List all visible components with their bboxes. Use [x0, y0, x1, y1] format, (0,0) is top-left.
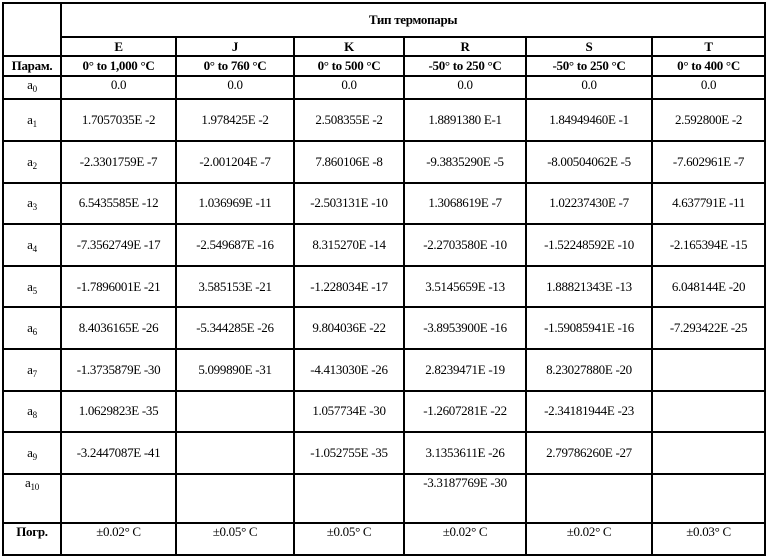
- param-subscript: 3: [32, 202, 37, 213]
- coef-cell: 1.88821343E -13: [526, 266, 652, 308]
- range-header-r: -50° to 250 °C: [404, 56, 526, 76]
- table-title: Тип термопары: [61, 3, 765, 37]
- coef-cell: 0.0: [61, 76, 176, 99]
- coef-cell: -1.052755E -35: [294, 432, 404, 474]
- coef-row-a10: [3, 474, 765, 523]
- coef-cell: 4.637791E -11: [652, 183, 765, 225]
- coef-cell: 1.3068619E -7: [404, 183, 526, 225]
- range-header-t: 0° to 400 °C: [652, 56, 765, 76]
- param-symbol: a: [27, 278, 33, 294]
- param-subscript: 7: [32, 368, 37, 379]
- param-label-a7: [3, 349, 61, 391]
- param-symbol: a: [27, 153, 33, 169]
- coef-cell: 1.036969E -11: [176, 183, 294, 225]
- coef-cell: 8.4036165E -26: [61, 307, 176, 349]
- coef-row-a8: [3, 391, 765, 433]
- coef-cell: 8.315270E -14: [294, 224, 404, 266]
- param-label-a1: [3, 99, 61, 141]
- coef-cell: [176, 432, 294, 474]
- coef-cell: 7.860106E -8: [294, 141, 404, 183]
- range-header-j: 0° to 760 °C: [176, 56, 294, 76]
- coef-cell: 0.0: [176, 76, 294, 99]
- param-label-a3: [3, 183, 61, 225]
- param-label-a4: [3, 224, 61, 266]
- param-label-a9: [3, 432, 61, 474]
- param-symbol: a: [27, 320, 33, 336]
- thermocouple-coefficients-table: [2, 2, 766, 556]
- coef-cell: 2.508355E -2: [294, 99, 404, 141]
- param-subscript: 10: [30, 481, 39, 492]
- coef-cell: -7.293422E -25: [652, 307, 765, 349]
- coef-cell: -2.165394E -15: [652, 224, 765, 266]
- param-label-a5: [3, 266, 61, 308]
- param-symbol: a: [27, 112, 33, 128]
- coef-cell: 2.8239471E -19: [404, 349, 526, 391]
- error-cell-t: ±0.03° C: [652, 523, 765, 555]
- error-cell-e: ±0.02° C: [61, 523, 176, 555]
- coefficients-body: [3, 76, 765, 523]
- type-header-r: R: [404, 37, 526, 56]
- param-subscript: 9: [32, 452, 37, 463]
- coef-cell: -7.3562749E -17: [61, 224, 176, 266]
- coef-cell: -1.3735879E -30: [61, 349, 176, 391]
- param-label-a8: [3, 391, 61, 433]
- coef-row-a7: [3, 349, 765, 391]
- type-header-t: T: [652, 37, 765, 56]
- param-symbol: a: [27, 77, 33, 92]
- param-label-a6: [3, 307, 61, 349]
- param-symbol: a: [27, 403, 33, 419]
- range-header-e: 0° to 1,000 °C: [61, 56, 176, 76]
- coef-cell: -2.503131E -10: [294, 183, 404, 225]
- coef-cell: [652, 349, 765, 391]
- coef-cell: [526, 474, 652, 523]
- thermocouple-types-row: [3, 37, 765, 56]
- coef-cell: -4.413030E -26: [294, 349, 404, 391]
- coef-cell: -1.52248592E -10: [526, 224, 652, 266]
- coef-cell: -2.34181944E -23: [526, 391, 652, 433]
- coef-cell: -9.3835290E -5: [404, 141, 526, 183]
- coef-cell: [176, 474, 294, 523]
- coef-cell: -8.00504062E -5: [526, 141, 652, 183]
- coef-row-a9: [3, 432, 765, 474]
- coef-cell: 1.978425E -2: [176, 99, 294, 141]
- coef-cell: 2.79786260E -27: [526, 432, 652, 474]
- coef-cell: -2.3301759E -7: [61, 141, 176, 183]
- coef-cell: -3.2447087E -41: [61, 432, 176, 474]
- coef-row-a6: [3, 307, 765, 349]
- param-subscript: 5: [32, 285, 37, 296]
- coef-cell: 6.048144E -20: [652, 266, 765, 308]
- coef-cell: [294, 474, 404, 523]
- coef-cell: 1.02237430E -7: [526, 183, 652, 225]
- param-symbol: a: [25, 474, 31, 490]
- coef-row-a1: [3, 99, 765, 141]
- error-cell-s: ±0.02° C: [526, 523, 652, 555]
- coef-cell: 0.0: [526, 76, 652, 99]
- param-label-a0: [3, 76, 61, 99]
- param-symbol: a: [27, 445, 33, 461]
- coef-cell: -1.7896001E -21: [61, 266, 176, 308]
- type-header-j: J: [176, 37, 294, 56]
- type-header-k: K: [294, 37, 404, 56]
- param-subscript: 0: [32, 84, 37, 94]
- coef-row-a3: [3, 183, 765, 225]
- coef-cell: 1.8891380 E-1: [404, 99, 526, 141]
- coef-cell: [652, 432, 765, 474]
- coef-cell: 6.5435585E -12: [61, 183, 176, 225]
- coef-cell: 1.057734E -30: [294, 391, 404, 433]
- coef-cell: 0.0: [294, 76, 404, 99]
- type-header-s: S: [526, 37, 652, 56]
- error-label: Погр.: [3, 523, 61, 555]
- table-corner: [3, 3, 61, 56]
- error-cell-j: ±0.05° C: [176, 523, 294, 555]
- coef-cell: -5.344285E -26: [176, 307, 294, 349]
- coef-row-a5: [3, 266, 765, 308]
- coef-cell: 8.23027880E -20: [526, 349, 652, 391]
- coef-cell: 2.592800E -2: [652, 99, 765, 141]
- coef-cell: -7.602961E -7: [652, 141, 765, 183]
- param-symbol: a: [27, 237, 33, 253]
- coef-cell: -2.2703580E -10: [404, 224, 526, 266]
- coef-cell: 5.099890E -31: [176, 349, 294, 391]
- coef-cell: 9.804036E -22: [294, 307, 404, 349]
- coef-row-a4: [3, 224, 765, 266]
- coef-cell: [652, 474, 765, 523]
- param-symbol: a: [27, 195, 33, 211]
- param-header: Парам.: [3, 56, 61, 76]
- coef-cell: [61, 474, 176, 523]
- temperature-ranges-row: [3, 56, 765, 76]
- coef-cell: -1.2607281E -22: [404, 391, 526, 433]
- param-subscript: 2: [32, 160, 37, 171]
- param-label-a2: [3, 141, 61, 183]
- coef-cell: 3.1353611E -26: [404, 432, 526, 474]
- type-header-e: E: [61, 37, 176, 56]
- param-subscript: 8: [32, 410, 37, 421]
- coef-cell: -1.228034E -17: [294, 266, 404, 308]
- param-label-a10: [3, 474, 61, 523]
- error-cell-k: ±0.05° C: [294, 523, 404, 555]
- param-subscript: 1: [32, 119, 37, 130]
- coef-cell: 3.585153E -21: [176, 266, 294, 308]
- range-header-s: -50° to 250 °C: [526, 56, 652, 76]
- coef-cell: [176, 391, 294, 433]
- param-subscript: 6: [32, 327, 37, 338]
- param-symbol: a: [27, 361, 33, 377]
- coef-cell: -3.8953900E -16: [404, 307, 526, 349]
- coef-cell: -2.549687E -16: [176, 224, 294, 266]
- coef-cell: [652, 391, 765, 433]
- param-subscript: 4: [32, 244, 37, 255]
- coef-row-a0: [3, 76, 765, 99]
- coef-cell: 1.0629823E -35: [61, 391, 176, 433]
- coef-row-a2: [3, 141, 765, 183]
- coef-cell: 1.7057035E -2: [61, 99, 176, 141]
- coef-cell: 3.5145659E -13: [404, 266, 526, 308]
- coef-cell: -3.3187769E -30: [404, 474, 526, 523]
- coef-cell: -1.59085941E -16: [526, 307, 652, 349]
- coef-cell: 1.84949460E -1: [526, 99, 652, 141]
- coef-cell: 0.0: [404, 76, 526, 99]
- coef-cell: 0.0: [652, 76, 765, 99]
- range-header-k: 0° to 500 °C: [294, 56, 404, 76]
- coef-cell: -2.001204E -7: [176, 141, 294, 183]
- error-cell-r: ±0.02° C: [404, 523, 526, 555]
- error-row: [3, 523, 765, 555]
